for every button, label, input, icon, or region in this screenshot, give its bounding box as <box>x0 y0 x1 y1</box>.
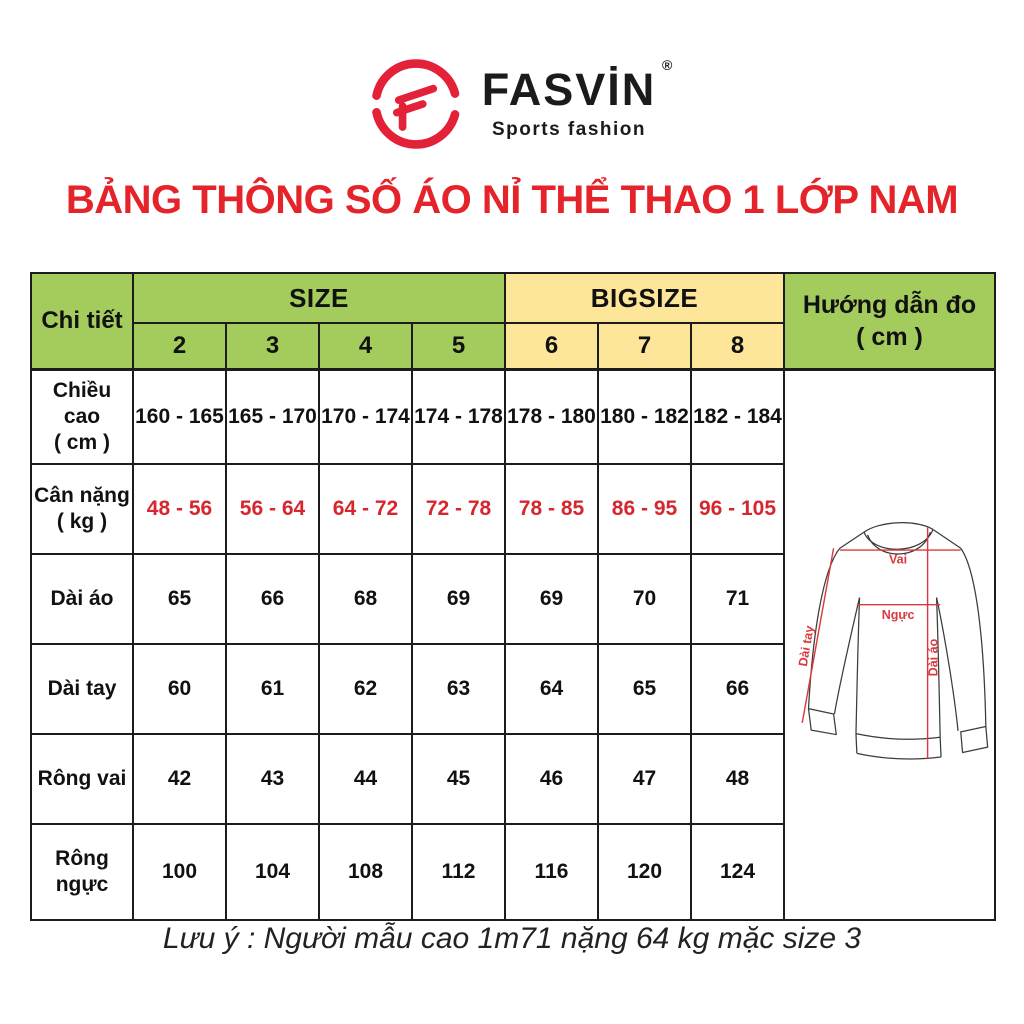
body-length-measure-label: Dài áo <box>925 638 940 677</box>
size-column-header-7: 7 <box>598 323 691 370</box>
value-cell: 72 - 78 <box>412 464 505 554</box>
measure-guide-unit: ( cm ) <box>856 323 923 351</box>
value-cell: 61 <box>226 644 319 734</box>
value-cell: 170 - 174 <box>319 370 412 465</box>
value-cell: 47 <box>598 734 691 824</box>
page-title: BẢNG THÔNG SỐ ÁO NỈ THỂ THAO 1 LỚP NAM <box>65 178 959 222</box>
value-cell: 42 <box>133 734 226 824</box>
value-cell: 112 <box>412 824 505 920</box>
measurement-diagram <box>785 512 994 778</box>
size-column-header-5: 5 <box>412 323 505 370</box>
logo-circle-bottom-arc <box>376 112 454 144</box>
measure-guide-title: Hướng dẫn đo <box>802 290 977 319</box>
value-cell: 48 <box>691 734 784 824</box>
row-label: Cân nặng ( kg ) <box>31 464 133 554</box>
row-label: Chiều cao ( cm ) <box>31 370 133 465</box>
value-cell: 66 <box>691 644 784 734</box>
value-cell: 70 <box>598 554 691 644</box>
value-cell: 43 <box>226 734 319 824</box>
measurement-diagram-cell <box>784 370 995 921</box>
value-cell: 44 <box>319 734 412 824</box>
table-header-group-row <box>31 273 995 323</box>
value-cell: 182 - 184 <box>691 370 784 465</box>
brand-name <box>481 57 673 115</box>
sleeve-length-measure-label: Dài tay <box>795 624 817 668</box>
fit-note: Lưu ý : Người mẫu cao 1m71 nặng 64 kg mặc size 3 <box>162 922 862 955</box>
brand-logo <box>0 56 1024 152</box>
value-cell: 124 <box>691 824 784 920</box>
value-cell: 62 <box>319 644 412 734</box>
table-body <box>31 370 995 921</box>
brand-text-block <box>481 57 673 141</box>
value-cell: 65 <box>133 554 226 644</box>
size-column-header-3: 3 <box>226 323 319 370</box>
value-cell: 86 - 95 <box>598 464 691 554</box>
value-cell: 60 <box>133 644 226 734</box>
brand-wordmark: FASVİN <box>481 64 657 115</box>
table-row <box>31 370 995 465</box>
value-cell: 48 - 56 <box>133 464 226 554</box>
value-cell: 104 <box>226 824 319 920</box>
fasvin-logo-icon <box>368 56 464 152</box>
value-cell: 69 <box>505 554 598 644</box>
value-cell: 165 - 170 <box>226 370 319 465</box>
value-cell: 64 <box>505 644 598 734</box>
size-column-header-6: 6 <box>505 323 598 370</box>
value-cell: 65 <box>598 644 691 734</box>
detail-column-header: Chi tiết <box>31 273 133 370</box>
value-cell: 71 <box>691 554 784 644</box>
value-cell: 96 - 105 <box>691 464 784 554</box>
value-cell: 120 <box>598 824 691 920</box>
value-cell: 160 - 165 <box>133 370 226 465</box>
row-label: Rông ngực <box>31 824 133 920</box>
size-column-header-4: 4 <box>319 323 412 370</box>
value-cell: 180 - 182 <box>598 370 691 465</box>
value-cell: 46 <box>505 734 598 824</box>
size-group-header: SIZE <box>133 273 505 323</box>
value-cell: 174 - 178 <box>412 370 505 465</box>
sweater-measurement-diagram <box>787 512 993 778</box>
brand-tagline: Sports fashion <box>491 119 646 140</box>
value-cell: 66 <box>226 554 319 644</box>
registered-trademark-symbol: ® <box>661 57 673 73</box>
chest-measure-label: Ngực <box>881 608 914 623</box>
value-cell: 56 - 64 <box>226 464 319 554</box>
value-cell: 108 <box>319 824 412 920</box>
value-cell: 178 - 180 <box>505 370 598 465</box>
value-cell: 64 - 72 <box>319 464 412 554</box>
size-chart-table <box>30 272 996 921</box>
value-cell: 45 <box>412 734 505 824</box>
value-cell: 69 <box>412 554 505 644</box>
value-cell: 100 <box>133 824 226 920</box>
value-cell: 78 - 85 <box>505 464 598 554</box>
size-column-header-2: 2 <box>133 323 226 370</box>
measure-guide-header <box>784 273 995 370</box>
row-label: Rông vai <box>31 734 133 824</box>
shoulder-measure-label: Vai <box>888 552 907 567</box>
size-column-header-8: 8 <box>691 323 784 370</box>
row-label: Dài áo <box>31 554 133 644</box>
row-label: Dài tay <box>31 644 133 734</box>
value-cell: 63 <box>412 644 505 734</box>
logo-f-glyph <box>397 89 433 127</box>
value-cell: 68 <box>319 554 412 644</box>
bigsize-group-header: BIGSIZE <box>505 273 784 323</box>
value-cell: 116 <box>505 824 598 920</box>
